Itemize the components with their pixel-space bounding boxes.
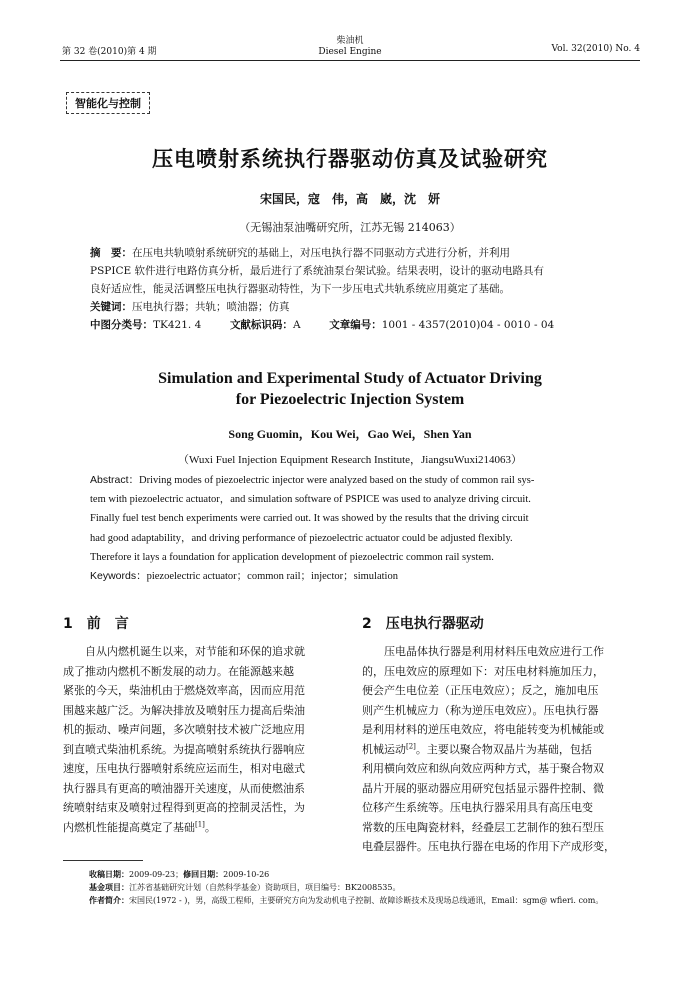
abstract-cn-line: 良好适应性，能灵活调整压电执行器驱动特性，为下一步压电式共轨系统应用奠定了基础。: [90, 283, 510, 295]
body-line: 位移产生系统等。压电执行器采用具有高压电变: [362, 801, 593, 814]
body-line: 机的振动、噪声问题，多次喷射技术被广泛地应用: [63, 723, 305, 736]
abstract-en-line: Therefore it lays a foundation for application development of piezoelectric common rail system.: [90, 551, 494, 563]
body-line: 紧张的今天，柴油机由于燃烧效率高，因而应用范: [63, 684, 305, 697]
journal-issue-en: Vol. 32(2010) No. 4: [551, 44, 640, 54]
section-tag: 智能化与控制: [66, 92, 150, 114]
doc-code-label: 文献标识码：: [229, 319, 293, 331]
abstract-cn-label: 摘 要：: [90, 247, 132, 259]
abstract-cn: [90, 244, 618, 334]
section2-body: [362, 642, 632, 857]
body-line: 压电晶体执行器是利用材料压电效应进行工作: [384, 645, 604, 658]
body-line: 机械运动[2]。主要以聚合物双晶片为基础，包括: [362, 741, 592, 756]
section2-number: 2: [362, 616, 372, 632]
affiliation-cn: （无锡油泵油嘴研究所，江苏无锡 214063）: [239, 221, 461, 234]
authors-cn: 宋国民，寇 伟，高 崴，沈 妍: [259, 192, 440, 206]
section1-number: 1: [63, 616, 73, 632]
journal-name-en: Diesel Engine: [318, 47, 382, 57]
citation-ref: [1]: [195, 819, 205, 828]
section2-title: 压电执行器驱动: [385, 616, 484, 632]
body-line: 利用横向效应和纵向效应两种方式，基于聚合物双: [362, 762, 604, 775]
paper-title-en: [0, 368, 700, 410]
footnote-dates: 收稿日期：2009-09-23；修回日期：2009-10-26: [89, 870, 270, 879]
body-line: 执行器具有更高的喷油器开关速度，从而使燃油系: [63, 781, 305, 795]
abstract-cn-line: 摘 要：在压电共轨喷射系统研究的基础上，对压电执行器不同驱动方式进行分析，并利用: [90, 247, 510, 259]
section2-heading: [362, 613, 484, 633]
body-line: 速度，压电执行器喷射系统应运而生，相对电磁式: [63, 762, 305, 775]
body-line: 电叠层器件。压电执行器在电场的作用下产成形变，: [362, 840, 615, 853]
clc-label: 中图分类号：: [90, 319, 153, 331]
keywords-cn: 关键词：压电执行器；共轨；喷油器；仿真: [90, 301, 290, 313]
abstract-cn-line: PSPICE 软件进行电路仿真分析，最后进行了系统油泵台架试验。结果表明，设计的驱动电路具有: [90, 265, 545, 277]
body-line: 到直喷式柴油机系统。为提高喷射系统执行器响应: [63, 742, 305, 756]
footnote-author: 作者简介：宋国民(1972 - )，男，高级工程师，主要研究方向为发动机电子控制、故障诊断技术及现场总线通讯，Email：sgm@ wfieri. com。: [89, 896, 604, 905]
body-line: 围越来越广泛。为解决排放及喷射压力提高后柴油: [63, 703, 305, 717]
body-line: 统喷射结束及喷射过程得到更高的控制灵活性，为: [63, 801, 305, 814]
body-line: 内燃机性能提高奠定了基础[1]。: [63, 819, 216, 834]
section1-title: 前 言: [86, 616, 129, 632]
clc-value: TK421. 4: [153, 319, 202, 331]
body-line: 则产生机械应力（称为逆压电效应）。压电执行器: [362, 703, 599, 717]
abstract-en-line: Abstract：Driving modes of piezoelectric injector were analyzed based on the study of common rail sys-: [90, 474, 535, 486]
keywords-en-label: Keywords：: [90, 570, 147, 583]
section1-body: [63, 642, 333, 837]
citation-ref: [2]: [406, 741, 416, 750]
body-line: 晶片开展的驱动器应用研究包括显示器件控制、微: [362, 781, 604, 795]
authors-en: Song Guomin，Kou Wei，Gao Wei，Shen Yan: [228, 427, 472, 441]
body-line: 常数的压电陶瓷材料，经叠层工艺制作的独石型压: [362, 820, 604, 834]
footnotes: [89, 868, 649, 907]
body-line: 的，压电效应的原理如下：对压电材料施加压力，: [362, 664, 604, 678]
body-line: 是利用材料的逆压电效应，将电能转变为机械能或: [362, 723, 604, 736]
footnote-divider: [63, 860, 143, 861]
abstract-en: [90, 471, 618, 586]
body-line: 自从内燃机诞生以来，对节能和环保的追求就: [85, 645, 305, 658]
paper-title-en-line2: for Piezoelectric Injection System: [235, 391, 465, 408]
abstract-en-line: had good adaptability，and driving performance of piezoelectric actuator could be adjusted flexibly.: [90, 532, 513, 544]
body-line: 成了推动内燃机不断发展的动力。在能源越来越: [63, 664, 294, 678]
keywords-en: Keywords：piezoelectric actuator；common rail；injector；simulation: [90, 570, 398, 583]
paper-title-en-line1: Simulation and Experimental Study of Actuator Driving: [158, 370, 542, 387]
paper-title-cn: 压电喷射系统执行器驱动仿真及试验研究: [152, 147, 548, 171]
article-no-label: 文章编号：: [329, 319, 382, 331]
journal-issue-cn: 第 32 卷(2010)第 4 期: [62, 47, 157, 57]
body-line: 便会产生电位差（正压电效应）；反之，施加电压: [362, 684, 599, 697]
footnote-fund: 基金项目：江苏省基础研究计划（自然科学基金）资助项目，项目编号：BK2008535。: [89, 883, 401, 892]
keywords-cn-label: 关键词：: [90, 301, 132, 313]
article-no-value: 1001 - 4357(2010)04 - 0010 - 04: [381, 319, 555, 331]
classification-line: [90, 316, 618, 334]
abstract-en-line: tem with piezoelectric actuator，and simulation software of PSPICE was used to analyze driving circuit.: [90, 494, 531, 506]
abstract-en-label: Abstract：: [90, 474, 140, 486]
abstract-en-line: Finally fuel test bench experiments were carried out. It was showed by the results that the driving circuit: [90, 513, 529, 525]
affiliation-en: （Wuxi Fuel Injection Equipment Research Institute，JiangsuWuxi214063）: [177, 454, 523, 466]
doc-code-value: A: [292, 319, 301, 331]
header-divider: [60, 60, 640, 61]
section1-heading: [63, 613, 129, 633]
journal-name-cn: 柴油机: [336, 36, 364, 46]
